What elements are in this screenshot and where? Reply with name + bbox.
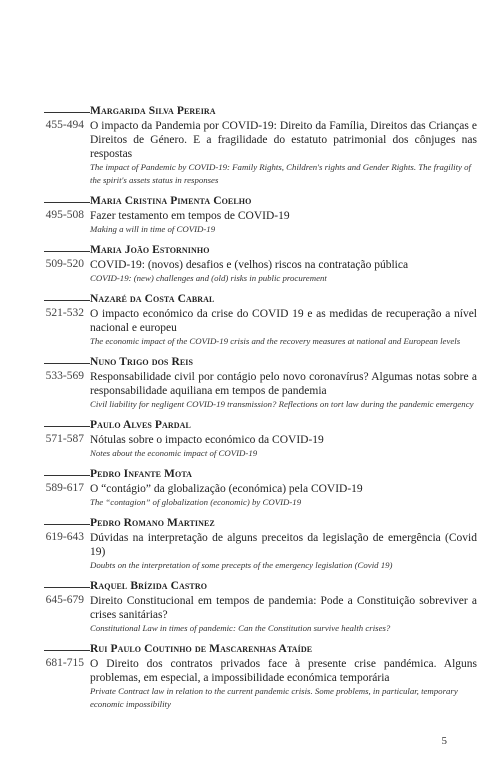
toc-entry-margin [32, 466, 90, 509]
page-range: 509-520 [45, 258, 84, 270]
toc-entry-margin [32, 578, 90, 635]
article-title: Fazer testamento em tempos de COVID-19 [90, 210, 290, 222]
article-title: COVID-19: (novos) desafios e (velhos) riscos na contratação pública [90, 259, 409, 271]
entry-rule [44, 650, 90, 651]
author-name: Raquel Brízida Castro [90, 580, 208, 592]
toc-entry-body [90, 242, 477, 285]
page-range: 521-532 [45, 307, 84, 319]
toc-entry-body [90, 578, 477, 635]
toc-entry-margin [32, 291, 90, 348]
author-name: Margarida Silva Pereira [90, 105, 216, 117]
toc-entry-body [90, 103, 477, 187]
article-title: O impacto da Pandemia por COVID-19: Direito da Família, Direitos das Crianças e Direitos de Género. E a fragilidade do estatuto patrimonial dos cônjuges nas respostas [90, 120, 477, 160]
entry-rule [44, 587, 90, 588]
toc-entry-body [90, 466, 477, 509]
page-number: 5 [441, 735, 447, 747]
toc-entry-margin [32, 242, 90, 285]
author-name: Paulo Alves Pardal [90, 419, 191, 431]
toc-entry-body [90, 291, 477, 348]
toc-entry [32, 291, 477, 348]
toc-entry-body [90, 641, 477, 711]
toc-entry [32, 242, 477, 285]
author-name: Maria João Estorninho [90, 244, 210, 256]
table-of-contents [32, 103, 477, 717]
entry-rule [44, 363, 90, 364]
article-subtitle-english: Constitutional Law in times of pandemic: Can the Constitution survive health crises? [90, 623, 391, 633]
page-range: 619-643 [45, 531, 84, 543]
toc-entry [32, 417, 477, 460]
entry-rule [44, 524, 90, 525]
article-title: Direito Constitucional em tempos de pandemia: Pode a Constituição sobreviver a crises sanitárias? [90, 595, 477, 621]
article-subtitle-english: Doubts on the interpretation of some precepts of the emergency legislation (Covid 19) [90, 560, 393, 570]
toc-entry-margin [32, 641, 90, 711]
toc-entry [32, 641, 477, 711]
toc-entry-margin [32, 515, 90, 572]
article-subtitle-english: The economic impact of the COVID-19 crisis and the recovery measures at national and European levels [90, 336, 461, 346]
toc-entry [32, 103, 477, 187]
entry-rule [44, 251, 90, 252]
page-range: 571-587 [45, 433, 84, 445]
article-title: O Direito dos contratos privados face à presente crise pandémica. Alguns problemas, em especial, a impossibilidade económica temporária [90, 658, 477, 684]
toc-entry [32, 578, 477, 635]
article-title: Nótulas sobre o impacto económico da COVID-19 [90, 434, 324, 446]
page-range: 589-617 [45, 482, 84, 494]
author-name: Maria Cristina Pimenta Coelho [90, 195, 252, 207]
toc-entry-margin [32, 103, 90, 187]
toc-entry [32, 466, 477, 509]
entry-rule [44, 426, 90, 427]
page-range: 495-508 [45, 209, 84, 221]
page-range: 645-679 [45, 594, 84, 606]
toc-entry-body [90, 354, 477, 411]
toc-entry-margin [32, 417, 90, 460]
entry-rule [44, 300, 90, 301]
article-subtitle-english: The “contagion” of globalization (economic) by COVID-19 [90, 497, 302, 507]
page-range: 455-494 [45, 119, 84, 131]
article-subtitle-english: The impact of Pandemic by COVID-19: Family Rights, Children's rights and Gender Rights. The fragility of the spirit's assets status in responses [90, 162, 472, 185]
toc-entry-body [90, 417, 477, 460]
article-title: Responsabilidade civil por contágio pelo novo coronavírus? Algumas notas sobre a responsabilidade aquiliana em tempos de pandemia [90, 371, 477, 397]
author-name: Nazaré da Costa Cabral [90, 293, 215, 305]
author-name: Nuno Trigo dos Reis [90, 356, 194, 368]
article-subtitle-english: COVID-19: (new) challenges and (old) risks in public procurement [90, 273, 327, 283]
toc-entry-margin [32, 354, 90, 411]
article-title: O “contágio” da globalização (económica) pela COVID-19 [90, 483, 363, 495]
entry-rule [44, 112, 90, 113]
article-subtitle-english: Civil liability for negligent COVID-19 transmission? Reflections on tort law during the pandemic emergency [90, 399, 474, 409]
toc-entry-body [90, 515, 477, 572]
toc-entry-margin [32, 193, 90, 236]
toc-entry-body [90, 193, 477, 236]
article-subtitle-english: Making a will in time of COVID-19 [90, 224, 216, 234]
article-title: O impacto económico da crise do COVID 19 e as medidas de recuperação a nível nacional e europeu [90, 308, 477, 334]
author-name: Rui Paulo Coutinho de Mascarenhas Ataíde [90, 643, 313, 655]
author-name: Pedro Romano Martinez [90, 517, 215, 529]
page-range: 533-569 [45, 370, 84, 382]
entry-rule [44, 202, 90, 203]
article-subtitle-english: Notes about the economic impact of COVID-19 [90, 448, 258, 458]
author-name: Pedro Infante Mota [90, 468, 193, 480]
toc-entry [32, 515, 477, 572]
toc-entry [32, 354, 477, 411]
article-subtitle-english: Private Contract law in relation to the current pandemic crisis. Some problems, in particular, temporary economic impossibility [90, 686, 458, 709]
article-title: Dúvidas na interpretação de alguns preceitos da legislação de emergência (Covid 19) [90, 532, 477, 558]
toc-entry [32, 193, 477, 236]
entry-rule [44, 475, 90, 476]
page-range: 681-715 [45, 657, 84, 669]
